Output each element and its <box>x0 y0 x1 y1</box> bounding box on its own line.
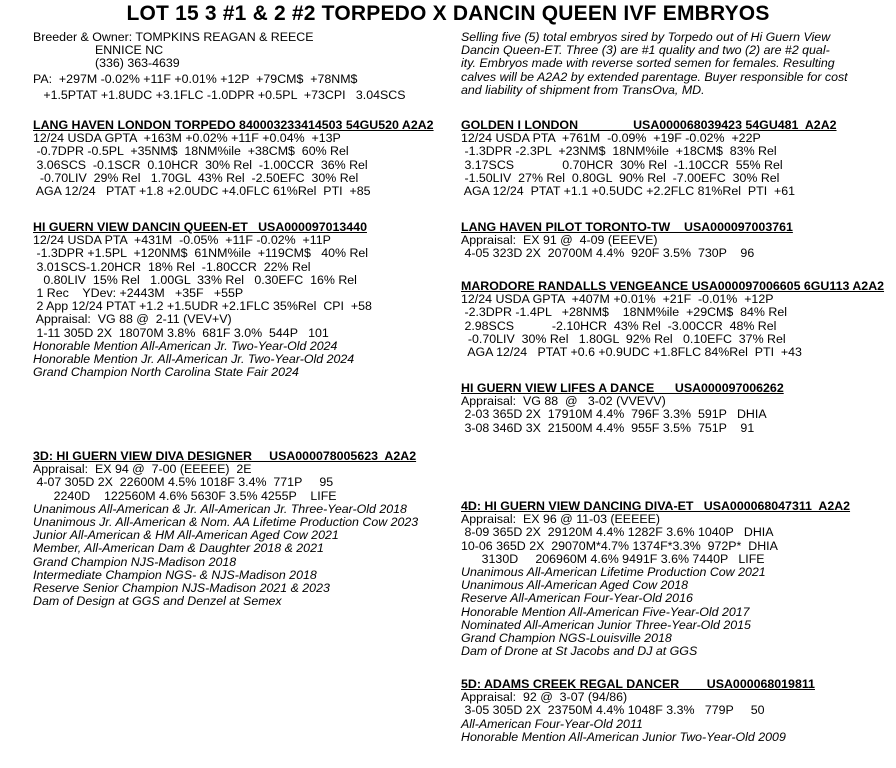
d3-line: 2240D 122560M 4.6% 5630F 3.5% 4255P LIFE <box>33 488 337 503</box>
sire-line: -0.7DPR -0.5PL +35NM$ 18NM%ile +38CM$ 60% Rel <box>33 144 349 159</box>
dam-honor: Honorable Mention Jr. All-American Jr. Two-Year-Old 2024 <box>33 352 355 367</box>
dam-line: 0.80LIV 15% Rel 1.00GL 33% Rel 0.30EFC 16% Rel <box>33 272 357 287</box>
sire-sire-line: 12/24 USDA PTA +761M -0.09% +19F -0.02% +22P <box>461 131 761 146</box>
d5-honor: Honorable Mention All-American Junior Two-Year-Old 2009 <box>461 729 786 744</box>
description-line: ity. Embryos made with reverse sorted semen for females. Resulting <box>461 56 835 71</box>
sire-dam-block <box>461 221 881 261</box>
mgs-line: -0.70LIV 30% Rel 1.80GL 92% Rel 0.10EFC 37% Rel <box>461 331 786 346</box>
dam-dam-block <box>461 382 881 435</box>
description-block <box>461 31 881 97</box>
d5-line: Appraisal: 92 @ 3-07 (94/86) <box>461 690 628 705</box>
d3-line: 4-07 305D 2X 22600M 4.5% 1018F 3.4% 771P 95 <box>33 475 334 490</box>
lot-title: LOT 15 3 #1 & 2 #2 TORPEDO X DANCIN QUEEN IVF EMBRYOS <box>126 2 770 25</box>
dam-heading: HI GUERN VIEW DANCIN QUEEN-ET USA000097013440 <box>33 220 367 234</box>
d3-honor: Unanimous Jr. All-American & Nom. AA Lifetime Production Cow 2023 <box>33 515 419 530</box>
pa-line: +1.5PTAT +1.8UDC +3.1FLC -1.0DPR +0.5PL +73CPI 3.04SCS <box>33 87 406 102</box>
d4-line: 10-06 365D 2X 29070M*4.7% 1374F*3.3% 972P* DHIA <box>461 538 778 553</box>
description-line: calves will be A2A2 by extended parentage. Buyer responsible for cost <box>461 69 848 84</box>
dam-dam-line: Appraisal: VG 88 @ 3-02 (VVEVV) <box>461 394 666 409</box>
d4-honor: Dam of Drone at St Jacobs and DJ at GGS <box>461 644 698 659</box>
d4-block <box>461 500 881 658</box>
sire-block <box>33 119 453 198</box>
d3-honor: Junior All-American & HM All-American Aged Cow 2021 <box>33 528 339 543</box>
d3-block <box>33 450 453 608</box>
d3-honor: Member, All-American Dam & Daughter 2018 & 2021 <box>33 541 324 556</box>
sire-sire-line: -1.50LIV 27% Rel 0.80GL 90% Rel -7.00EFC 30% Rel <box>461 170 780 185</box>
mgs-line: 2.98SCS -2.10HCR 43% Rel -3.00CCR 48% Rel <box>461 318 777 333</box>
pa-line: PA: +297M -0.02% +11F +0.01% +12P +79CM$ +78NM$ <box>33 71 358 86</box>
dam-line: 3.01SCS-1.20HCR 18% Rel -1.80CCR 22% Rel <box>33 259 311 274</box>
d4-line: Appraisal: EX 96 @ 11-03 (EEEEE) <box>461 512 660 527</box>
description-line: Dancin Queen-ET. Three (3) are #1 quality and two (2) are #2 qual- <box>461 43 830 58</box>
dam-line: Appraisal: VG 88 @ 2-11 (VEV+V) <box>33 312 232 327</box>
sire-sire-line: -1.3DPR -2.3PL +23NM$ 18NM%ile +18CM$ 83% Rel <box>461 144 777 159</box>
breeder-block <box>33 31 453 102</box>
mgs-line: 12/24 USDA GPTA +407M +0.01% +21F -0.01% +12P <box>461 292 774 307</box>
d4-heading: 4D: HI GUERN VIEW DANCING DIVA-ET USA000068047311 A2A2 <box>461 499 851 513</box>
d5-honor: All-American Four-Year-Old 2011 <box>461 716 643 731</box>
dam-block <box>33 221 453 379</box>
d5-heading: 5D: ADAMS CREEK REGAL DANCER USA000068019811 <box>461 677 815 691</box>
sire-sire-heading: GOLDEN I LONDON USA000068039423 54GU481 A2A2 <box>461 118 837 132</box>
sire-sire-line: 3.17SCS 0.70HCR 30% Rel -1.10CCR 55% Rel <box>461 157 783 172</box>
dam-dam-line: 3-08 346D 3X 21500M 4.4% 955F 3.5% 751P 91 <box>461 420 755 435</box>
mgs-heading: MARODORE RANDALLS VENGEANCE USA000097006605 6GU113 A2A2 <box>461 279 885 293</box>
sire-dam-line: 4-05 323D 2X 20700M 4.4% 920F 3.5% 730P 96 <box>461 246 755 261</box>
description-line: and liability of shipment from TransOva, MD. <box>461 82 705 97</box>
d4-honor: Reserve All-American Four-Year-Old 2016 <box>461 591 693 606</box>
dam-honor: Honorable Mention All-American Jr. Two-Year-Old 2024 <box>33 338 338 353</box>
d4-honor: Grand Champion NGS-Louisville 2018 <box>461 631 672 646</box>
d4-honor: Unanimous All-American Aged Cow 2018 <box>461 578 689 593</box>
d3-honor: Grand Champion NJS-Madison 2018 <box>33 554 237 569</box>
description-line: Selling five (5) total embryos sired by Torpedo out of Hi Guern View <box>461 30 831 44</box>
dam-dam-line: 2-03 365D 2X 17910M 4.4% 796F 3.3% 591P DHIA <box>461 407 767 422</box>
d4-line: 8-09 365D 2X 29120M 4.4% 1282F 3.6% 1040P DHIA <box>461 525 774 540</box>
d3-honor: Dam of Design at GGS and Denzel at Semex <box>33 594 282 609</box>
d5-line: 3-05 305D 2X 23750M 4.4% 1048F 3.3% 779P 50 <box>461 703 765 718</box>
dam-line: 2 App 12/24 PTAT +1.2 +1.5UDR +2.1FLC 35%Rel CPI +58 <box>33 299 372 314</box>
d4-honor: Unanimous All-American Lifetime Production Cow 2021 <box>461 565 766 580</box>
d5-block <box>461 678 881 744</box>
dam-line: 1-11 305D 2X 18070M 3.8% 681F 3.0% 544P 101 <box>33 325 329 340</box>
dam-honor: Grand Champion North Carolina State Fair 2024 <box>33 365 299 380</box>
sire-sire-block <box>461 119 881 198</box>
d3-honor: Unanimous All-American & Jr. All-American Jr. Three-Year-Old 2018 <box>33 501 407 516</box>
sire-dam-heading: LANG HAVEN PILOT TORONTO-TW USA000097003761 <box>461 220 793 234</box>
dam-line: -1.3DPR +1.5PL +120NM$ 61NM%ile +119CM$ 40% Rel <box>33 246 369 261</box>
sire-line: -0.70LIV 29% Rel 1.70GL 43% Rel -2.50EFC 30% Rel <box>33 170 359 185</box>
mgs-line: -2.3DPR -1.4PL +28NM$ 18NM%ile +29CM$ 84% Rel <box>461 305 787 320</box>
d4-line: 3130D 206960M 4.6% 9491F 3.6% 7440P LIFE <box>461 551 765 566</box>
breeder-line: ENNICE NC <box>33 43 164 58</box>
d3-honor: Reserve Senior Champion NJS-Madison 2021 & 2023 <box>33 581 330 596</box>
breeder-line: (336) 363-4639 <box>33 56 180 71</box>
d3-honor: Intermediate Champion NGS- & NJS-Madison 2018 <box>33 567 317 582</box>
d4-honor: Nominated All-American Junior Three-Year-Old 2015 <box>461 617 751 632</box>
breeder-line: Breeder & Owner: TOMPKINS REAGAN & REECE <box>33 30 314 44</box>
d3-heading: 3D: HI GUERN VIEW DIVA DESIGNER USA000078005623 A2A2 <box>33 449 417 463</box>
sire-line: AGA 12/24 PTAT +1.8 +2.0UDC +4.0FLC 61%Rel PTI +85 <box>33 184 371 199</box>
sire-line: 3.06SCS -0.1SCR 0.10HCR 30% Rel -1.00CCR 36% Rel <box>33 157 368 172</box>
dam-line: 1 Rec YDev: +2443M +35F +55P <box>33 286 244 301</box>
dam-dam-heading: HI GUERN VIEW LIFES A DANCE USA000097006262 <box>461 381 784 395</box>
dam-line: 12/24 USDA PTA +431M -0.05% +11F -0.02% +11P <box>33 233 331 248</box>
d4-honor: Honorable Mention All-American Five-Year-Old 2017 <box>461 604 750 619</box>
sire-heading: LANG HAVEN LONDON TORPEDO 840003233414503 54GU520 A2A2 <box>33 118 434 132</box>
sire-dam-line: Appraisal: EX 91 @ 4-09 (EEEVE) <box>461 233 658 248</box>
mgs-line: AGA 12/24 PTAT +0.6 +0.9UDC +1.8FLC 84%Rel PTI +43 <box>461 345 802 360</box>
sire-sire-line: AGA 12/24 PTAT +1.1 +0.5UDC +2.2FLC 81%Rel PTI +61 <box>461 184 796 199</box>
d3-line: Appraisal: EX 94 @ 7-00 (EEEEE) 2E <box>33 462 252 477</box>
mgs-block <box>461 279 885 360</box>
sire-line: 12/24 USDA GPTA +163M +0.02% +11F +0.04% +13P <box>33 131 341 146</box>
